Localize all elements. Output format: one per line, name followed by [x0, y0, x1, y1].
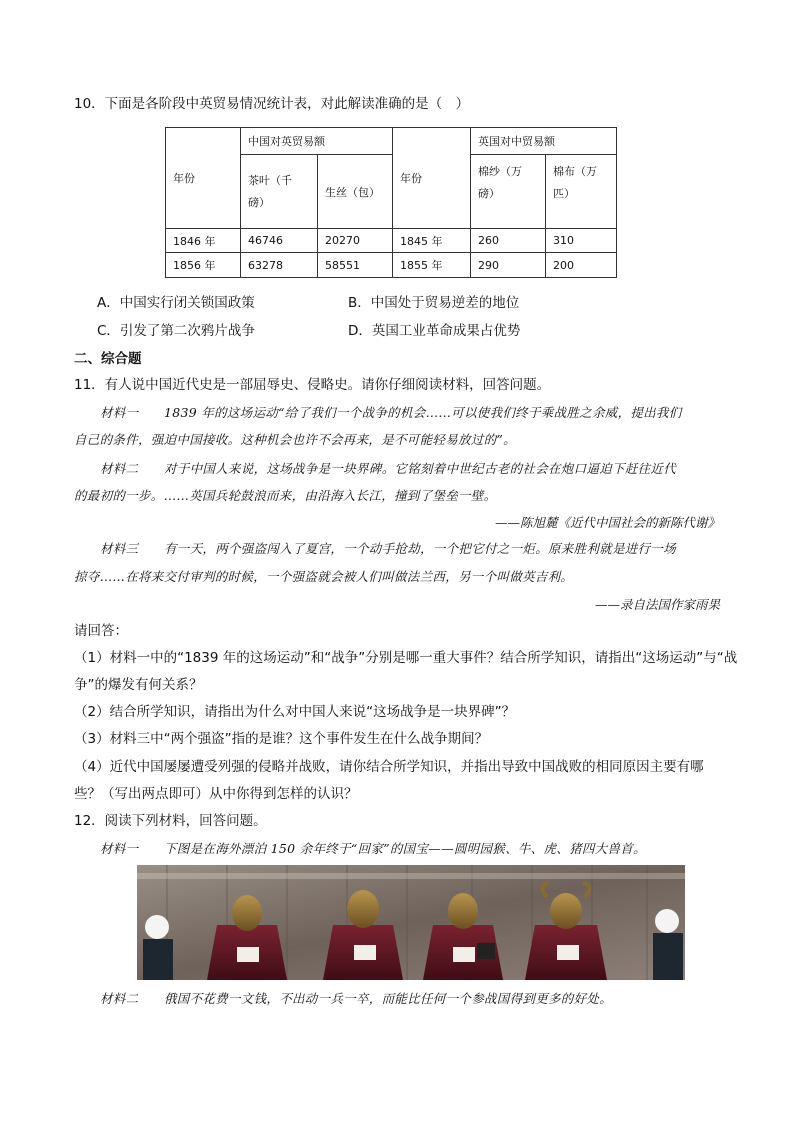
material-2-source: ——陈旭麓《近代中国社会的新陈代谢》 [494, 515, 720, 530]
subquestion-4-cont: 些？（写出两点即可）从中你得到怎样的认识？ [74, 786, 358, 802]
table-row [166, 253, 617, 278]
year-header-left: 年份 [166, 128, 241, 229]
subquestion-2: （2）结合所学知识，请指出为什么对中国人来说“这场战争是一块界碑”？ [74, 704, 516, 720]
material-1-line: 自己的条件，强迫中国接收。这种机会也许不会再来，是不可能轻易放过的”。 [74, 432, 516, 447]
silk-header: 生丝（包） [318, 155, 393, 229]
question-10-stem: 10．下面是各阶段中英贸易情况统计表，对此解读准确的是（ ） [74, 96, 470, 112]
section-heading: 二、综合题 [74, 351, 142, 367]
uk-trade-header: 英国对中贸易额 [471, 128, 617, 155]
table-cell: 290 [471, 253, 546, 278]
material-3-source: ——录自法国作家雨果 [594, 597, 720, 612]
table-cell: 1846 年 [166, 229, 241, 253]
option-b: B．中国处于贸易逆差的地位 [348, 295, 520, 311]
table-row [166, 229, 617, 253]
subquestion-4: （4）近代中国屡屡遭受列强的侵略并战败，请你结合所学知识，并指出导致中国战败的相同原因主要有哪 [74, 759, 704, 775]
trade-statistics-table [165, 127, 617, 278]
cloth-header: 棉布（万 匹） [546, 155, 617, 229]
table-cell: 200 [546, 253, 617, 278]
subquestion-3: （3）材料三中“两个强盗”指的是谁？这个事件发生在什么战争期间？ [74, 731, 489, 747]
tea-header: 茶叶（千 磅） [241, 155, 318, 229]
question-11-stem: 11．有人说中国近代史是一部屈辱史、侵略史。请你仔细阅读材料，回答问题。 [74, 377, 551, 393]
material-1-line: 材料一 1839 年的这场运动“给了我们一个战争的机会……可以使我们终于乘战胜之余威，提出我们 [100, 405, 682, 420]
table-cell: 1855 年 [393, 253, 471, 278]
bronze-zodiac-heads-photo [137, 865, 685, 980]
material-3-line: 材料三 有一天，两个强盗闯入了夏宫，一个动手抢劫，一个把它付之一炬。原来胜利就是进行一场 [100, 541, 677, 556]
answer-prompt: 请回答： [74, 623, 128, 639]
subquestion-1-cont: 争”的爆发有何关系？ [74, 677, 203, 693]
yarn-header: 棉纱（万 磅） [471, 155, 546, 229]
table-cell: 1845 年 [393, 229, 471, 253]
table-cell: 46746 [241, 229, 318, 253]
table-cell: 63278 [241, 253, 318, 278]
table-cell: 20270 [318, 229, 393, 253]
table-cell: 310 [546, 229, 617, 253]
material-2-line: 的最初的一步。……英国兵轮鼓浪而来，由沿海入长江，撞到了堡垒一壁。 [74, 488, 497, 503]
material-3-line: 掠夺……在将来交付审判的时候，一个强盗就会被人们叫做法兰西，另一个叫做英吉利。 [74, 569, 574, 584]
material-2-line: 材料二 对于中国人来说，这场战争是一块界碑。它铭刻着中世纪古老的社会在炮口逼迫下赶往近代 [100, 461, 677, 476]
china-trade-header: 中国对英贸易额 [241, 128, 393, 155]
subquestion-1: （1）材料一中的“1839 年的这场运动”和“战争”分别是哪一重大事件？结合所学知识，请指出“这场运动”与“战 [74, 650, 738, 666]
table-cell: 1856 年 [166, 253, 241, 278]
table-cell: 58551 [318, 253, 393, 278]
material-1-line: 材料一 下图是在海外漂泊 150 余年终于“回家”的国宝——圆明园猴、牛、虎、猪四大兽首。 [100, 841, 646, 856]
year-header-right: 年份 [393, 128, 471, 229]
material-2-line: 材料二 俄国不花费一文钱，不出动一兵一卒，而能比任何一个参战国得到更多的好处。 [100, 991, 613, 1006]
option-d: D．英国工业革命成果占优势 [348, 323, 521, 339]
option-c: C．引发了第二次鸦片战争 [97, 323, 255, 339]
question-12-stem: 12．阅读下列材料，回答问题。 [74, 813, 267, 829]
option-a: A．中国实行闭关锁国政策 [97, 295, 255, 311]
table-cell: 260 [471, 229, 546, 253]
